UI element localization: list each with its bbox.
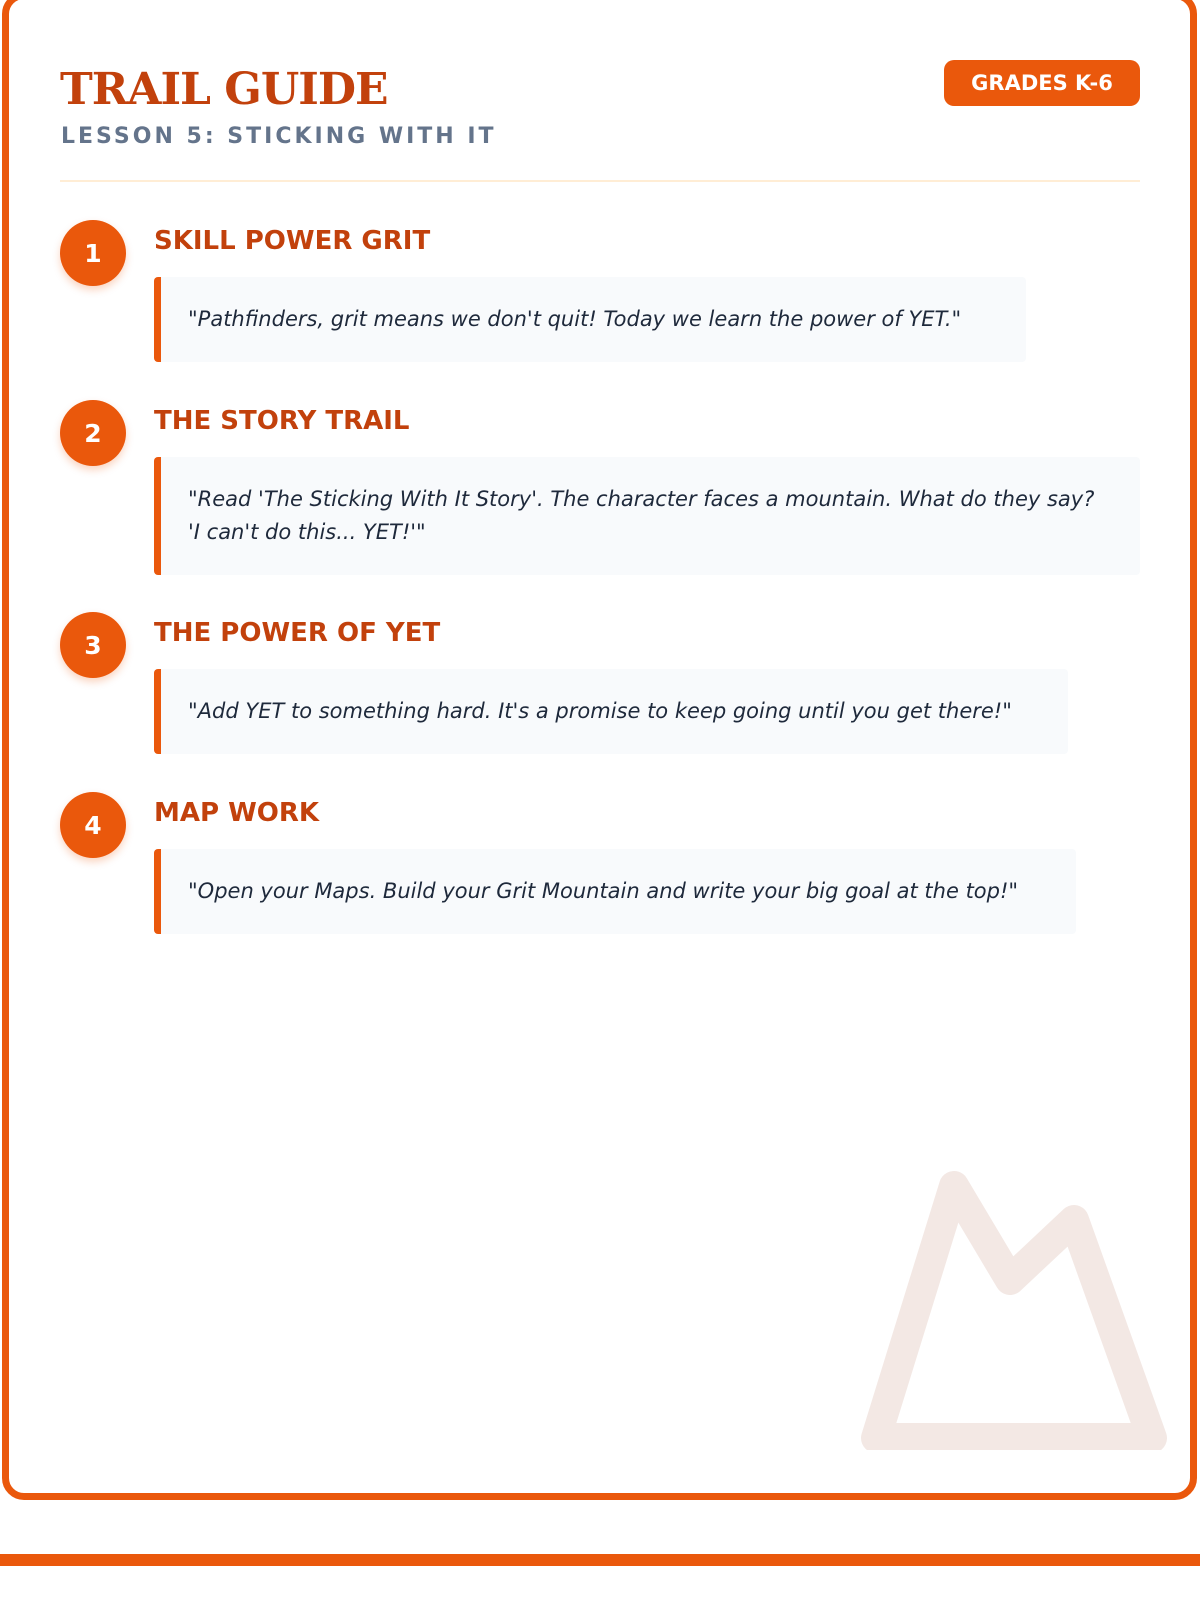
step-quote: "Add YET to something hard. It's a promise to keep going until you get there!" — [154, 669, 1068, 754]
step-heading: MAP WORK — [154, 798, 320, 828]
step-number: 3 — [60, 612, 126, 678]
step-quote: "Open your Maps. Build your Grit Mountain and write your big goal at the top!" — [154, 849, 1076, 934]
step-quote: "Pathfinders, grit means we don't quit! Today we learn the power of YET." — [154, 277, 1026, 362]
mountain-icon — [860, 1170, 1170, 1450]
step-number: 4 — [60, 792, 126, 858]
lesson-subtitle: LESSON 5: STICKING WITH IT — [61, 124, 497, 149]
header-divider — [60, 180, 1140, 182]
step-heading: THE STORY TRAIL — [154, 406, 410, 436]
page-title: TRAIL GUIDE — [60, 64, 388, 115]
step-number: 2 — [60, 400, 126, 466]
footer-bar — [0, 1554, 1200, 1566]
grade-badge: GRADES K-6 — [944, 60, 1140, 106]
step-quote: "Read 'The Sticking With It Story'. The character faces a mountain. What do they say? 'I can't do this... YET!'" — [154, 457, 1140, 575]
step-number: 1 — [60, 220, 126, 286]
step-heading: SKILL POWER GRIT — [154, 226, 431, 256]
step-heading: THE POWER OF YET — [154, 618, 441, 648]
